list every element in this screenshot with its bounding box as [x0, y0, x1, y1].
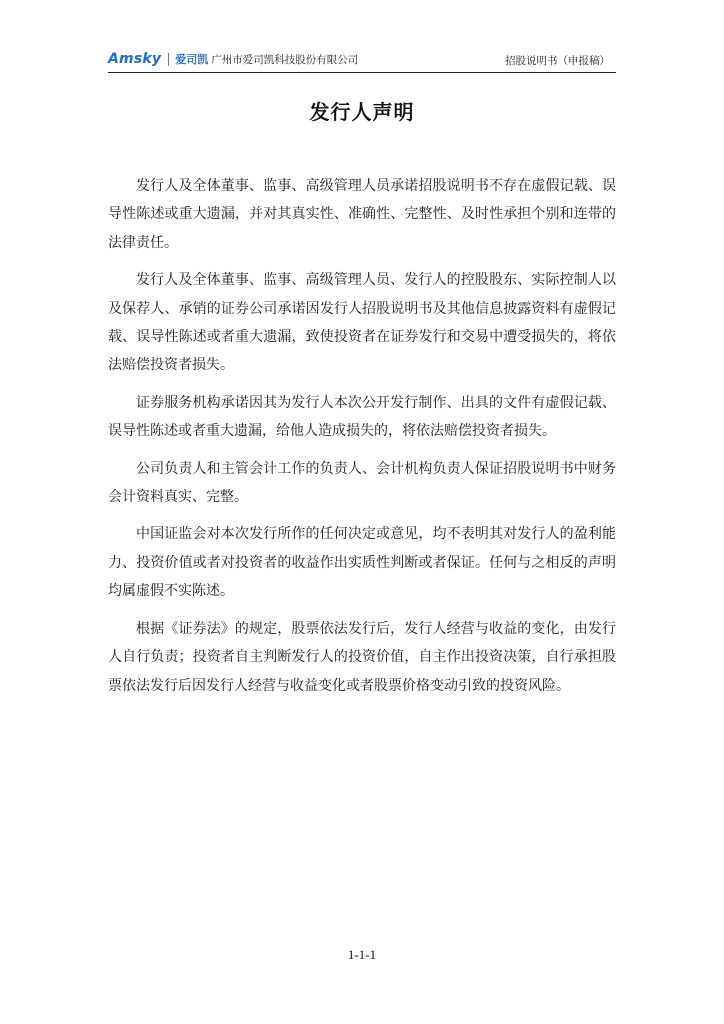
- logo-english: Amsky: [108, 51, 162, 67]
- page-number: 1-1-1: [347, 947, 377, 962]
- company-name: 广州市爱司凯科技股份有限公司: [211, 53, 359, 66]
- logo-chinese: 爱司凯: [175, 53, 209, 66]
- paragraph-2: 发行人及全体董事、监事、高级管理人员、发行人的控股股东、实际控制人以及保荐人、承销的证券公司承诺因发行人招股说明书及其他信息披露资料有虚假记载、误导性陈述或者重大遗漏，致使投资者在证券发行和交易中遭受损失的，将依法赔偿投资者损失。: [108, 272, 616, 374]
- declaration-body: [108, 172, 616, 709]
- page-header: [108, 46, 616, 73]
- page-title: 发行人声明: [309, 100, 415, 124]
- document-type: 招股说明书（申报稿）: [505, 55, 610, 67]
- company-logo: [108, 50, 358, 68]
- paragraph-1: 发行人及全体董事、监事、高级管理人员承诺招股说明书不存在虚假记载、误导性陈述或重大遗漏，并对其真实性、准确性、完整性、及时性承担个别和连带的法律责任。: [108, 178, 616, 251]
- paragraph-3: 证券服务机构承诺因其为发行人本次公开发行制作、出具的文件有虚假记载、误导性陈述或者重大遗漏，给他人造成损失的，将依法赔偿投资者损失。: [108, 394, 616, 440]
- paragraph-4: 公司负责人和主管会计工作的负责人、会计机构负责人保证招股说明书中财务会计资料真实、完整。: [108, 460, 616, 506]
- paragraph-5: 中国证监会对本次发行所作的任何决定或意见，均不表明其对发行人的盈利能力、投资价值或者对投资者的收益作出实质性判断或者保证。任何与之相反的声明均属虚假不实陈述。: [108, 526, 616, 600]
- paragraph-6: 根据《证券法》的规定，股票依法发行后，发行人经营与收益的变化，由发行人自行负责；投资者自主判断发行人的投资价值，自主作出投资决策，自行承担股票依法发行后因发行人经营与收益变化或者股票价格变动引致的投资风险。: [108, 620, 616, 694]
- logo-divider: [168, 53, 169, 66]
